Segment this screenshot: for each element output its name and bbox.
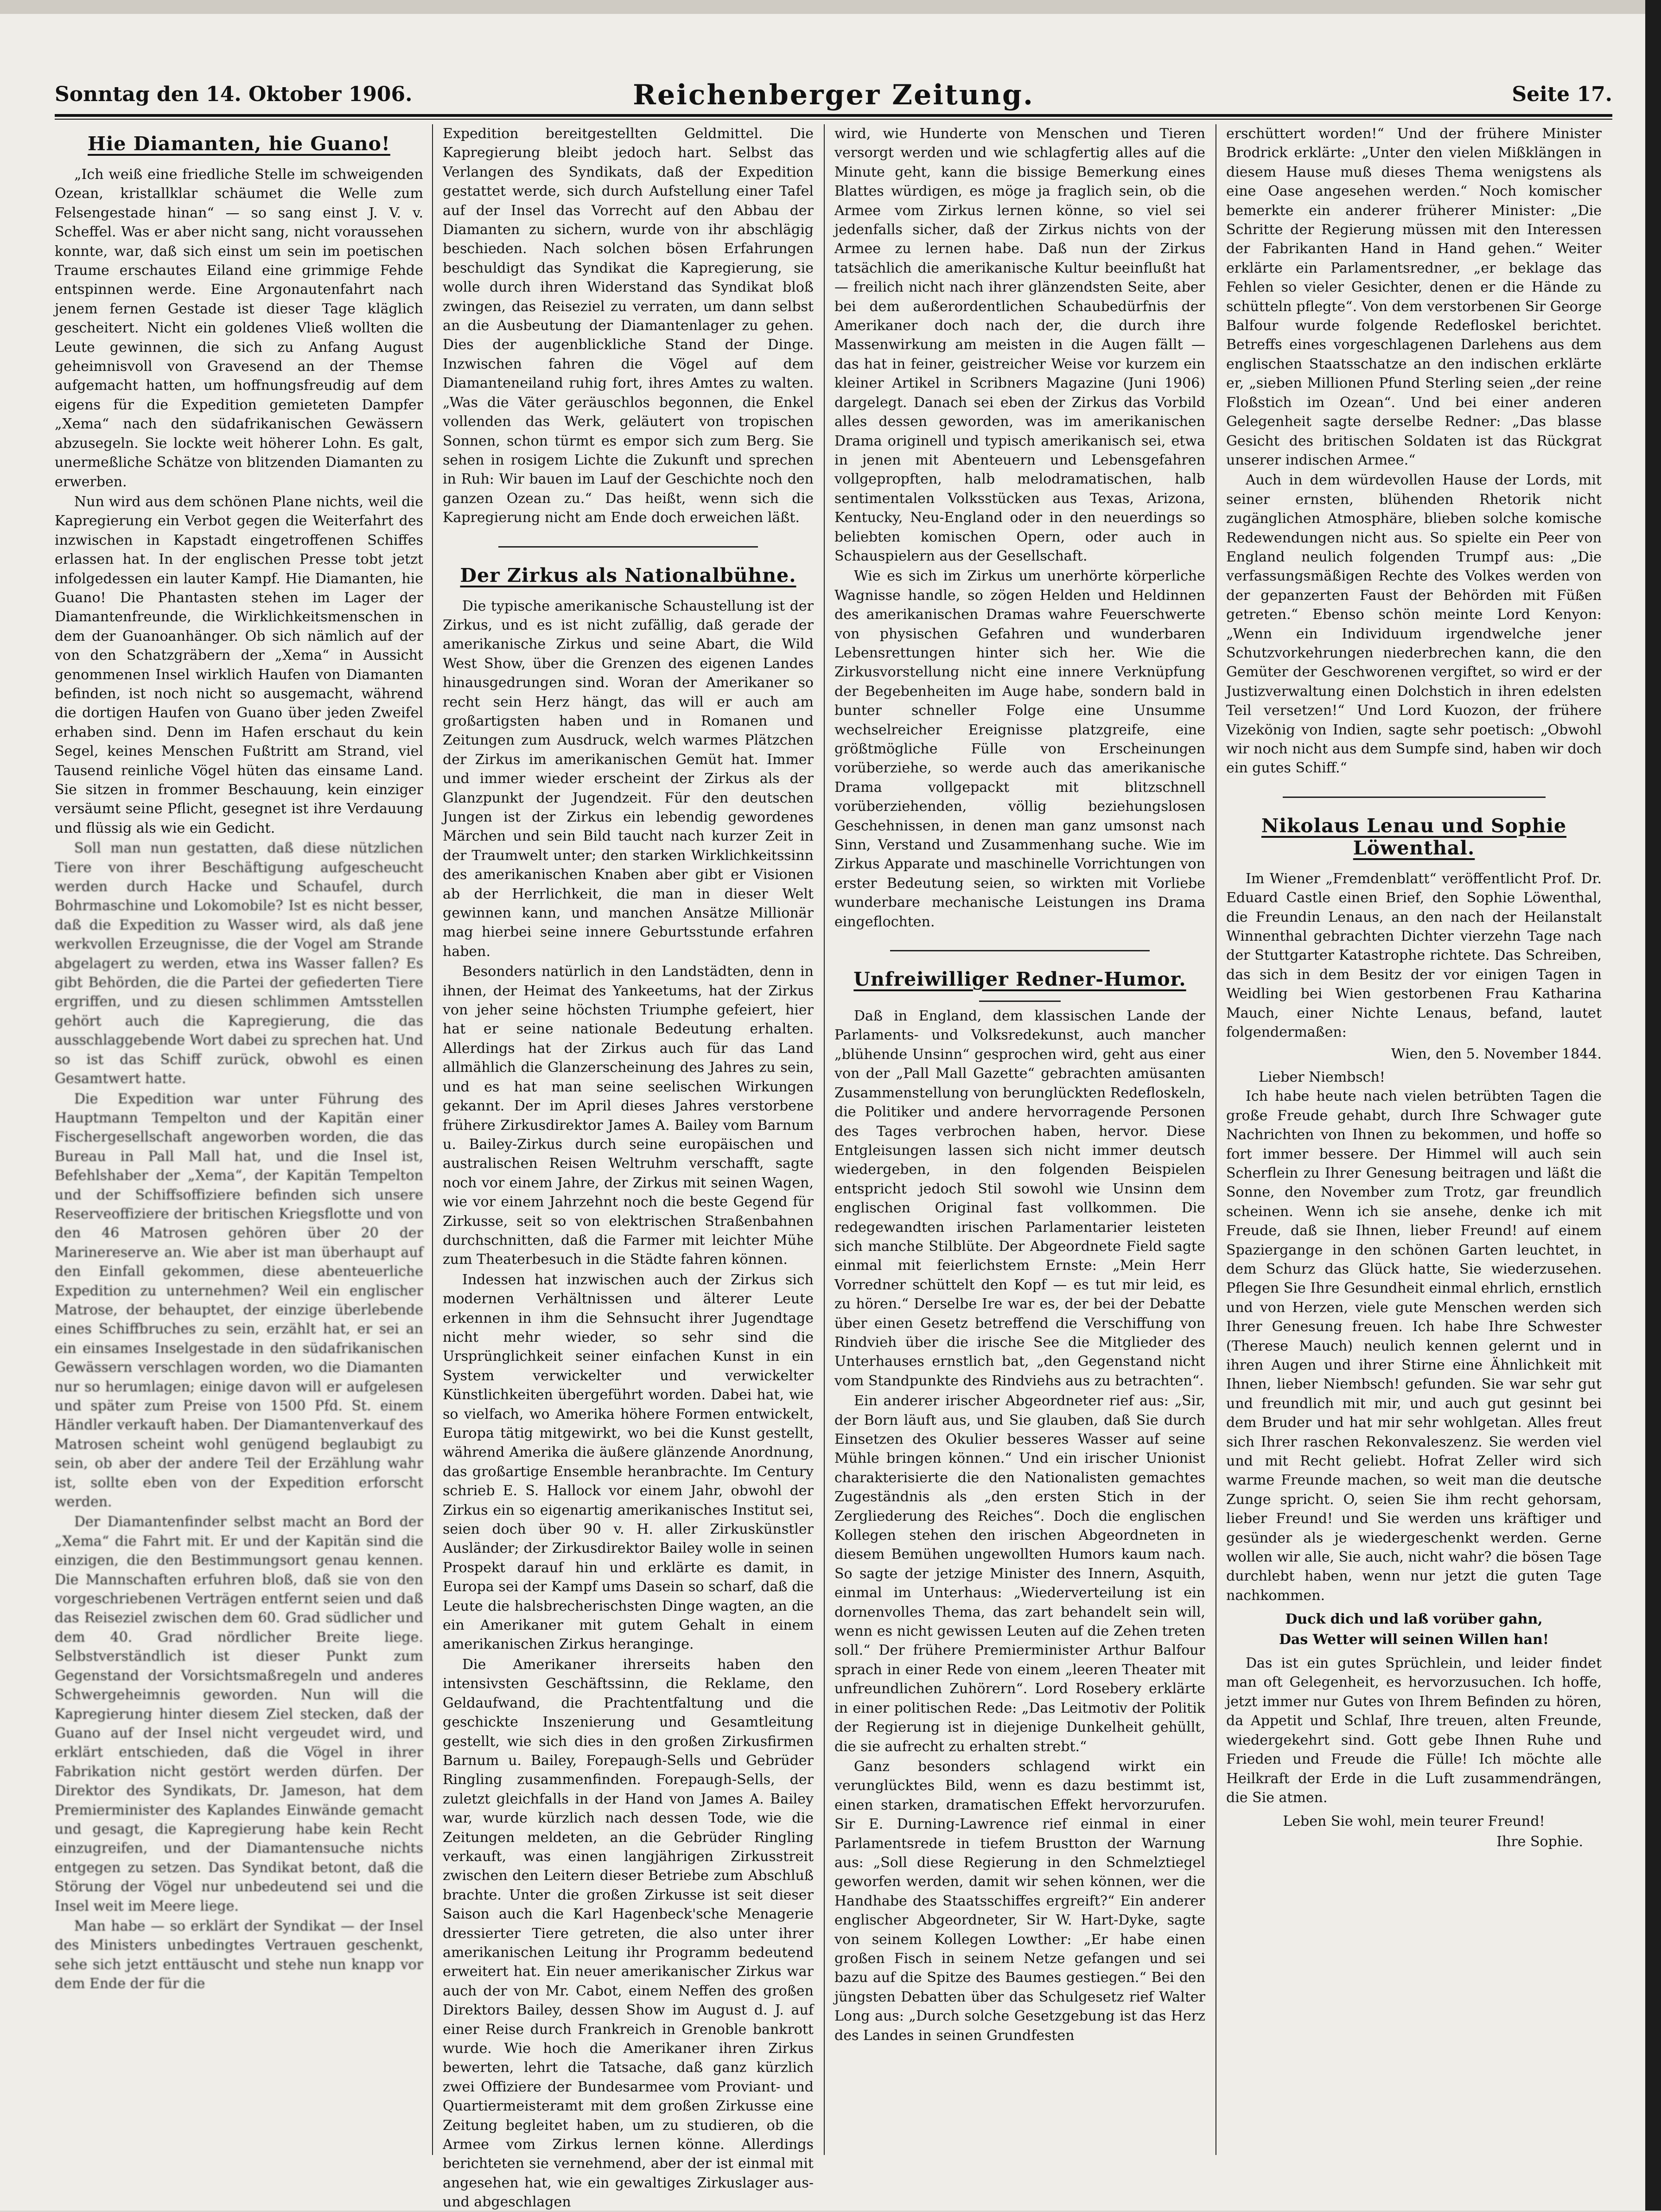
paragraph: wird, wie Hunderte von Menschen und Tieren versorgt werden und wie schlagfertig alles auf die Minute geht, kann die bissige Bemerkung eines Blattes würdigen, es möge ja fraglich sein, ob die Armee vom Zirkus lernen könne, so viel sei jedenfalls sicher, daß der Zirkus nichts von der Armee zu lernen habe. Daß nun der Zirkus tatsächlich die amerikanische Kultur beeinflußt hat — freilich nicht nach ihrer glänzendsten Seite, aber bei dem außerordentlichen Schaubedürfnis der Amerikaner doch nach der, die durch ihre Massenwirkung am meisten in die Augen fällt — das hat in feiner, geistreicher Weise vor kurzem ein kleiner Artikel in Scribners Magazine (Juni 1906) dargelegt. Danach sei eben der Zirkus das Vorbild alles dessen geworden, was im amerikanischen Drama originell und typisch amerikanisch sei, etwa in jenen mit Abenteuern und Lebensgefahren vollgepropften, halb melodramatischen, halb sentimentalen Volksstücken aus Texas, Arizona, Kentucky, Neu-England oder in den neuerdings so beliebten komischen Opern, oder auch in Schauspielern aus der Gesellschaft. [834, 126, 1205, 564]
column-divider [432, 124, 433, 2155]
headline-underline-rule [979, 1001, 1061, 1002]
letter-signature: Ihre Sophie. [1496, 1833, 1583, 1850]
article-separator [1283, 797, 1546, 798]
paragraph: Man habe — so erklärt der Syndikat — der Insel des Ministers unbedingtes Vertrauen geschenkt, sehe sich jetzt enttäuscht und stehe nun knapp vor dem Ende der für die [55, 1918, 423, 1992]
header-date: Sonntag den 14. Oktober 1906. [55, 83, 413, 106]
paragraph: Die Expedition war unter Führung des Hauptmann Tempelton und der Kapitän einer Fischergesellschaft angeworben worden, die das Bureau in Pall Mall hat, und die Insel ist, Befehlshaber der „Xema“, der Kapitän Tempelton und der Schiffsoffiziere befinden sich unsere Reserveoffiziere der britischen Kriegsflotte und von den 46 Matrosen gehören über 20 der Marinereserve an. Wie aber ist man überhaupt auf den Einfall gekommen, diese abenteuerliche Expedition zu unternehmen? Weil ein englischer Matrose, der behauptet, der einzige überlebende eines Schiffbruches zu sein, erzählt hat, er sei an ein einsames Inselgestade in den südafrikanischen Gewässern verschlagen worden, wo die Diamanten nur so herumlagen; einige davon will er aufgelesen und später zum Preise von 1500 Pfd. St. einem Händler verkauft haben. Der Diamantenverkauf des Matrosen scheint wohl genügend beglaubigt zu sein, ob aber der andere Teil der Erzählung wahr ist, sollte eben von der Expedition erforscht werden. [55, 1090, 423, 1511]
header-rule-thin [55, 119, 1612, 120]
column-2 [443, 124, 814, 2211]
page-number: Seite 17. [1512, 83, 1612, 106]
paragraph: Ich habe heute nach vielen betrübten Tagen die große Freude gehabt, durch Ihre Schwager gute Nachrichten von Ihnen zu bekommen, und hoffe so fort immer bessere. Der Himmel will auch sein Scherflein zu Ihrer Genesung beitragen und läßt die Sonne, den November zum Trotz, gar freundlich scheinen. Wenn ich sie ansehe, denke ich mit Freude, daß sie Ihnen, lieber Freund! auf einem Spaziergange in den schönen Garten leuchtet, in dem Schurz das Glück hatte, Sie wiederzusehen. Pflegen Sie Ihre Gesundheit einmal ehrlich, ernstlich und von Herzen, viele gute Menschen werden sich Ihrer Genesung freuen. Ich habe Ihre Schwester (Therese Mauch) neulich kennen gelernt und in ihren Augen und ihrer Stirne eine Ähnlichkeit mit Ihnen, lieber Niembsch! gefunden. Sie war sehr gut und freundlich mit mir, und auch gut gesinnt bei dem Bruder und hat mir sehr wohlgetan. Alles freut sich Ihrer raschen Rekonvaleszenz. Sie werden viel und mit Recht geliebt. Hofrat Zeller wird sich warme Freunde machen, so weit man die deutsche Zunge spricht. O, seien Sie ihm recht gehorsam, lieber Freund! und Sie werden uns kräftiger und gesünder als je wiedergeschenkt werden. Gerne wollen wir alle, Sie auch, nicht wahr? die bösen Tage durchlebt haben, wenn nur jetzt die guten Tage nachkommen. [1226, 1088, 1602, 1604]
article-headline-lenau: Nikolaus Lenau und Sophie Löwenthal. [1261, 814, 1567, 859]
article-headline-diamanten: Hie Diamanten, hie Guano! [88, 133, 390, 155]
paragraph: erschüttert worden!“ Und der frühere Minister Brodrick erklärte: „Unter den vielen Mißklängen in diesem Hause muß dieses Thema wenigstens als eine Oase angesehen werden.“ Noch komischer bemerkte ein anderer früherer Minister: „Die Schritte der Regierung müssen mit den Interessen der Fabrikanten Hand in Hand gehen.“ Weiter erklärte ein Parlamentsredner, „er beklage das Fehlen so vieler Gesichter, denen er die Hände zu schütteln pflegte“. Von dem verstorbenen Sir George Balfour wurde folgende Redefloskel berichtet. Betreffs eines vorgeschlagenen Darlehens aus dem englischen Staatsschatze an den indischen erklärte er, „sieben Millionen Pfund Sterling seien „der reine Floßstich im Ozean“. Und bei einer anderen Gelegenheit sagte derselbe Redner: „Das blasse Gesicht des britischen Soldaten ist das Rückgrat unserer indischen Armee.“ [1226, 126, 1602, 468]
article-separator [890, 950, 1150, 951]
header-rule [55, 114, 1612, 117]
article-separator [498, 546, 758, 548]
paragraph: Das ist ein gutes Sprüchlein, und leider findet man oft Gelegenheit, es hervorzusuchen. Ich hoffe, jetzt immer nur Gutes von Ihrem Befinden zu hören, da Appetit und Schlaf, Ihre treuen, alten Freunde, wiedergekehrt sind. Gott gebe Ihnen Ruhe und Frieden und Freude die Fülle! Ich möchte alle Heilkraft der Erde in die Luft zusammendrängen, die Sie atmen. [1226, 1655, 1602, 1806]
paragraph: „Ich weiß eine friedliche Stelle im schweigenden Ozean, kristallklar schäumet die Welle zum Felsengestade hinan“ — so sang einst J. V. v. Scheffel. Was er aber nicht sang, nicht voraussehen konnte, war, daß sich einst um sein im poetischen Traume erschautes Eiland eine grimmige Fehde entspinnen werde. Eine Argonautenfahrt nach jenem fernen Gestade ist dieser Tage kläglich gescheitert. Nicht ein goldenes Vließ wollten die Leute gewinnen, die sich zu Anfang August geheimnisvoll von Gravesend an der Themse aufgemacht hatten, um hoffnungsfreudig auf dem eigens für die Expedition gemieteten Dampfer „Xema“ nach den südafrikanischen Gewässern abzusegeln. Sie lockte weit höherer Lohn. Es galt, unermeßliche Schätze von blitzenden Diamanten zu erwerben. [55, 166, 423, 490]
paragraph: Daß in England, dem klassischen Lande der Parlaments- und Volksredekunst, auch mancher „blühende Unsinn“ gesprochen wird, geht aus einer von der „Pall Mall Gazette“ gebrachten amüsanten Zusammenstellung von berunglückten Redefloskeln, die Politiker und andere hervorragende Personen des Tages verbrochen haben, hervor. Diese Entgleisungen lassen sich nicht immer deutsch wiedergeben, in den folgenden Beispielen entspricht jedoch Stil sowohl wie Unsinn dem englischen Original fast vollkommen. Die redegewandten irischen Parlamentarier leisteten sich manche Stilblüte. Der Abgeordnete Field sagte einmal mit feierlichstem Ernste: „Mein Herr Vorredner schüttelt den Kopf — es tut mir leid, es zu hören.“ Derselbe Ire war es, der bei der Debatte über einen Gesetz betreffend die Verschiffung von Rindvieh über die irische See die Mitglieder des Unterhauses ernstlich bat, „den Gegenstand nicht vom Standpunkte des Rindviehs aus zu betrachten“. [834, 1008, 1205, 1389]
paragraph: Soll man nun gestatten, daß diese nützlichen Tiere von ihrer Beschäftigung aufgescheucht werden durch Hacke und Schaufel, durch Bohrmaschine und Lokomobile? Ist es nicht besser, daß die Expedition zu Wasser wird, als daß jene werkvollen Erzeugnisse, die der Vogel am Strande abgelagert zu werden, etwa ins Wasser fallen? Es gibt Behörden, die die Partei der gefiederten Tiere ergriffen, und zu diesen schlimmen Amtsstellen gehört auch die Kapregierung, die das ausschlaggebende Wort dabei zu sprechen hat. Und so ist das Schiff zurück, obwohl es einen Gesamtwert hatte. [55, 840, 423, 1087]
paragraph: Im Wiener „Fremdenblatt“ veröffentlicht Prof. Dr. Eduard Castle einen Brief, den Sophie Löwenthal, die Freundin Lenaus, an den nach der Heilanstalt Winnenthal gebrachten Dichter vierzehn Tage nach der Stuttgarter Katastrophe richtete. Das Schreiben, das sich in dem Besitz der vor einigen Tagen in Weidling bei Wien gestorbenen Frau Katharina Mauch, einer Nichte Lenaus, befand, lautet folgendermaßen: [1226, 870, 1602, 1041]
verse-line: Das Wetter will seinen Willen han! [1279, 1631, 1549, 1648]
scan-top-edge [0, 0, 1661, 14]
paragraph: Ganz besonders schlagend wirkt ein verunglücktes Bild, wenn es dazu bestimmt ist, einen starken, dramatischen Effekt hervorzurufen. Sir E. Durning-Lawrence rief einmal in einer Parlamentsrede in tiefem Brustton der Warnung aus: „Soll diese Regierung in den Schmelztiegel geworfen werden, damit wir sehen können, wer die Handhabe des Staatsschiffes ergreift?“ Ein anderer englischer Abgeordneter, Sir W. Hart-Dyke, sagte von seinem Kollegen Lowther: „Er habe einen großen Fisch in seinem Netze gefangen und sei bazu auf die Spitze des Baumes gestiegen.“ Bei den jüngsten Debatten über das Schulgesetz rief Walter Long aus: „Durch solche Gesetzgebung ist das Herz des Landes in seinen Grundfesten [834, 1758, 1205, 2044]
paragraph: Die Amerikaner ihrerseits haben den intensivsten Geschäftssinn, die Reklame, den Geldaufwand, die Prachtentfaltung und die geschickte Inszenierung und Gesamtleitung gestellt, wie sich dies in den großen Zirkusfirmen Barnum u. Bailey, Forepaugh-Sells und Gebrüder Ringling zusammenfinden. Forepaugh-Sells, der zuletzt gleichfalls in der Hand von James A. Bailey war, wurde kürzlich nach dessen Tode, wie die Zeitungen meldeten, an die Gebrüder Ringling verkauft, was einen langjährigen Zirkusstreit zwischen den Leitern dieser Betriebe zum Abschluß brachte. Unter die großen Zirkusse ist seit dieser Saison auch die Karl Hagenbeck'sche Menagerie dressierter Tiere getreten, die also unter ihrer amerikanischen Leitung ihr Programm bedeutend erweitert hat. Ein neuer amerikanischer Zirkus war auch der von Mr. Cabot, einem Neffen des großen Direktors Bailey, dessen Show im August d. J. auf einer Reise durch Frankreich in Grenoble bankrott wurde. Wie hoch die Amerikaner ihren Zirkus bewerten, lehrt die Tatsache, daß ganz kürzlich zwei Offiziere der Bundesarmee vom Proviant- und Quartiermeisteramt mit dem großen Zirkusse eine Zeitung begleitet haben, um zu studieren, ob die Armee vom Zirkus lernen könne. Allerdings berichteten sie vernehmend, aber der ist einmal mit angesehen hat, wie ein gewaltiges Zirkuslager aus- und abgeschlagen [443, 1656, 814, 2211]
paragraph: Ein anderer irischer Abgeordneter rief aus: „Sir, der Born läuft aus, und Sie glauben, daß Sie durch Einsetzen des Okulier besseres Wasser auf seine Mühle bringen können.“ Und ein irischer Unionist charakterisierte die den Nationalisten gemachtes Zugeständnis als „den ersten Stich in der Zergliederung des Reiches“. Doch die englischen Kollegen stehen den irischen Abgeordneten in diesem Bemühen ungewollten Humors kaum nach. So sagte der jetzige Minister des Innern, Asquith, einmal im Unterhaus: „Wiederverteilung ist ein dornenvolles Thema, das zart behandelt sein will, wenn es nicht gewissen Leuten auf die Zehen treten soll.“ Der frühere Premierminister Arthur Balfour sprach in einer Rede von einem „leeren Theater mit unfreundlichen Zuhörern“. Lord Rosebery erklärte in einer politischen Rede: „Das Leitmotiv der Politik der Regierung ist in diejenige Dunkelheit gehüllt, die sie aufrecht zu erhalten strebt.“ [834, 1393, 1205, 1755]
article-headline-zirkus: Der Zirkus als Nationalbühne. [460, 564, 796, 586]
paragraph: Besonders natürlich in den Landstädten, denn in ihnen, der Heimat des Yankeetums, hat der Zirkus von jeher seine höchsten Triumphe gefeiert, hier hat er seine nationale Bedeutung erhalten. Allerdings hat der Zirkus auch für das Land allmählich die Glanzerscheinung des Jahres zu sein, und es hat man seine seelischen Wirkungen gekannt. Der im April dieses Jahres verstorbene frühere Zirkusdirektor James A. Bailey vom Barnum u. Bailey-Zirkus durch seine europäischen und australischen Reisen Weltruhm verschafft, sagte noch vor einem Jahre, der Zirkus mit seinen Wagen, wie vor einem Jahrzehnt noch die beste Gegend für Zirkusse, seit so von elektrischen Straßenbahnen durchschnitten, daß die Farmer mit leichter Mühe zum Theaterbesuch in die Städte fahren können. [443, 963, 814, 1268]
column-4 [1226, 124, 1602, 2155]
article-headline-rednerhumor: Unfreiwilliger Redner-Humor. [853, 968, 1186, 991]
letter-closing: Leben Sie wohl, mein teurer Freund! [1283, 1813, 1545, 1830]
paragraph: Die typische amerikanische Schaustellung ist der Zirkus, und es ist nicht zufällig, daß gerade der amerikanische Zirkus und seine Abart, die Wild West Show, über die Grenzen des eigenen Landes hinausgedrungen sind. Woran der Amerikaner so recht sein Herz hängt, das will er auch am großartigsten haben und in Romanen und Zeitungen zum Ausdruck, welch warmes Plätzchen der Zirkus im amerikanischen Gemüt hat. Immer und immer wieder erscheint der Zirkus als der Glanzpunkt der Jugendzeit. Für den deutschen Jungen ist der Zirkus ein lebendig gewordenes Märchen und sein Bild taucht nach kurzer Zeit in der Traumwelt unter; den starken Wirklichkeitssinn des amerikanischen Knaben aber gibt er Visionen ab der Herrlichkeit, die man in dieser Welt gewinnen kann, und manchen Ansätze Millionär mag hierbei seine innere Geburtsstunde erfahren haben. [443, 598, 814, 960]
paragraph: Indessen hat inzwischen auch der Zirkus sich modernen Verhältnissen und älterer Leute erkennen in ihm die Sehnsucht ihrer Jugendtage nicht mehr wieder, so sehr sind die Ursprünglichkeit seiner einfachen Kunst in ein System verwickelter und verwickelter Künstlichkeiten übergeführt worden. Dabei hat, wie so vielfach, wo Amerika höhere Formen entwickelt, Europa tätig mitgewirkt, wo bei die Kunst gestellt, während Amerika die äußere glänzende Anordnung, das großartige Ensemble heranbrachte. Im Century schrieb E. S. Hallock vor einem Jahr, obwohl der Zirkus ein so eigenartig amerikanisches Institut sei, seien doch über 90 v. H. aller Zirkuskünstler Ausländer; der Zirkusdirektor Bailey wolle in seinen Prospekt darauf hin und erklärte es damit, in Europa sei der Kampf ums Dasein so scharf, daß die Leute die halsbrecherischsten Dinge wagten, an die ein Amerikaner mit gutem Gehalt in einem amerikanischen Zirkus heranginge. [443, 1271, 814, 1653]
paragraph: Wie es sich im Zirkus um unerhörte körperliche Wagnisse handle, so zögen Helden und Heldinnen des amerikanischen Dramas wahre Feuerschwerte von physischen Gefahren und wunderbaren Lebensrettungen hinter sich her. Wie die Zirkusvorstellung nicht eine innere Verknüpfung der Begebenheiten im Auge habe, sondern bald in bunter schneller Folge eine Unsumme wechselreicher Ereignisse platzgreife, eine größtmögliche Fülle von Erscheinungen vorüberziehe, so werde auch das amerikanische Drama vollgepackt mit blitzschnell vorüberziehenden, völlig beziehungslosen Geschehnissen, in denen man ganz umsonst nach Sinn, Verstand und Zusammenhang suche. Wie im Zirkus Apparate und maschinelle Vorrichtungen von erster Bedeutung seien, so wirkten mit Vorliebe wunderbare mechanische Leistungen ins Drama eingeflochten. [834, 568, 1205, 930]
masthead-title: Reichenberger Zeitung. [633, 79, 1034, 111]
verse-line: Duck dich und laß vorüber gahn, [1285, 1611, 1543, 1628]
letter-dateline: Wien, den 5. November 1844. [1391, 1046, 1602, 1063]
scan-right-edge [1645, 0, 1661, 2211]
column-divider [824, 124, 825, 2155]
letter-block [1226, 1045, 1602, 1851]
column-1 [55, 124, 423, 2155]
paragraph: Expedition bereitgestellten Geldmittel. Die Kapregierung bleibt jedoch hart. Selbst das Verlangen des Syndikats, daß der Expedition gestattet werde, sich durch Aufstellung einer Tafel auf der Insel das Vorrecht auf den Abbau der Diamanten zu sichern, wurde von ihr abschlägig beschieden. Nach solchen bösen Erfahrungen beschuldigt das Syndikat die Kapregierung, sie wolle durch ihren Widerstand das Syndikat bloß zwingen, das Reiseziel zu verraten, um dann selbst an die Ausbeutung der Diamantenlager zu gehen. Dies der augenblickliche Stand der Dinge. Inzwischen fahren die Vögel auf dem Diamanteneiland ruhig fort, ihres Amtes zu walten. „Was die Väter geräuschlos begonnen, die Enkel vollenden das Werk, geläutert von tropischen Sonnen, schon türmt es empor sich zum Berg. Sie sehen in rosigem Lichte die Zukunft und sprechen in Ruh: Wir bauen im Lauf der Geschichte noch den ganzen Ozean zu.“ Das heißt, wenn sich die Kapregierung nicht am Ende doch erweichen läßt. [443, 126, 814, 526]
paragraph: Der Diamantenfinder selbst macht an Bord der „Xema“ die Fahrt mit. Er und der Kapitän sind die einzigen, die den Bestimmungsort genau kennen. Die Mannschaften erfuhren bloß, daß sie von den vorgeschriebenen Verträgen entfernt seien und daß das Reiseziel zwischen dem 60. Grad südlicher und dem 40. Grad nördlicher Breite liege. Selbstverständlich ist dieser Punkt zum Gegenstand der Vorsichtsmaßregeln und anderes Schwergeheimnis geworden. Nun will die Kapregierung hinter diesem Ziel stecken, daß der Guano auf der Insel nicht vergeudet wird, und erklärt entschieden, daß die Vögel in ihrer Fabrikation nicht gestört werden dürfen. Der Direktor des Syndikats, Dr. Jameson, hat dem Premierminister des Kaplandes Einwände gemacht und gesagt, die Kapregierung habe kein Recht einzugreifen, und der Diamantensuche nichts entgegen zu setzen. Das Syndikat betont, daß die Störung der Vögel nur unbedeutend sei und die Insel weit im Meere liege. [55, 1514, 423, 1914]
paragraph: Nun wird aus dem schönen Plane nichts, weil die Kapregierung ein Verbot gegen die Weiterfahrt des inzwischen in Kapstadt eingetroffenen Schiffes erlassen hat. In der englischen Presse tobt jetzt infolgedessen ein lauter Kampf. Hie Diamanten, hie Guano! Die Phantasten stehen im Lager der Diamantenfreunde, die Wirklichkeitsmenschen in dem der Guanoanhänger. Ob sich nämlich auf der von den Schatzgräbern der „Xema“ in Aussicht genommenen Insel wirklich Haufen von Diamanten befinden, ist noch nicht so ausgemacht, während die dortigen Haufen von Guano über jeden Zweifel erhaben sind. Denn im Hafen erschaut du kein Segel, keines Menschen Fußtritt am Strand, viel Tausend reinliche Vögel hüten das einsame Land. Sie sitzen in frommer Beschauung, kein einziger versäumt seine Pflicht, gesegnet ist ihre Verdauung und flüssig als wie ein Gedicht. [55, 493, 423, 836]
column-3 [834, 124, 1205, 2155]
paragraph: Auch in dem würdevollen Hause der Lords, mit seiner ernsten, blühenden Rhetorik nicht zugänglichen Atmosphäre, blieben solche komische Redewendungen nicht aus. So spielte ein Peer von England neulich folgenden Trumpf aus: „Die verfassungsmäßigen Rechte des Volkes werden von der gepanzerten Faust der Behörden mit Füßen getreten.“ Ebenso schön meinte Lord Kenyon: „Wenn ein Individuum irgendwelche jener Schutzvorkehrungen niederbrechen kann, die den Gemüter der Geschworenen vergiftet, so wird er der Justizverwaltung einen Dolchstich in ihren edelsten Teil versetzen!“ Und Lord Kuozon, der frühere Vizekönig von Indien, sagte sehr poetisch: „Obwohl wir noch nicht aus dem Sumpfe sind, haben wir doch ein gutes Schiff.“ [1226, 472, 1602, 777]
letter-salutation: Lieber Niembsch! [1259, 1069, 1385, 1085]
